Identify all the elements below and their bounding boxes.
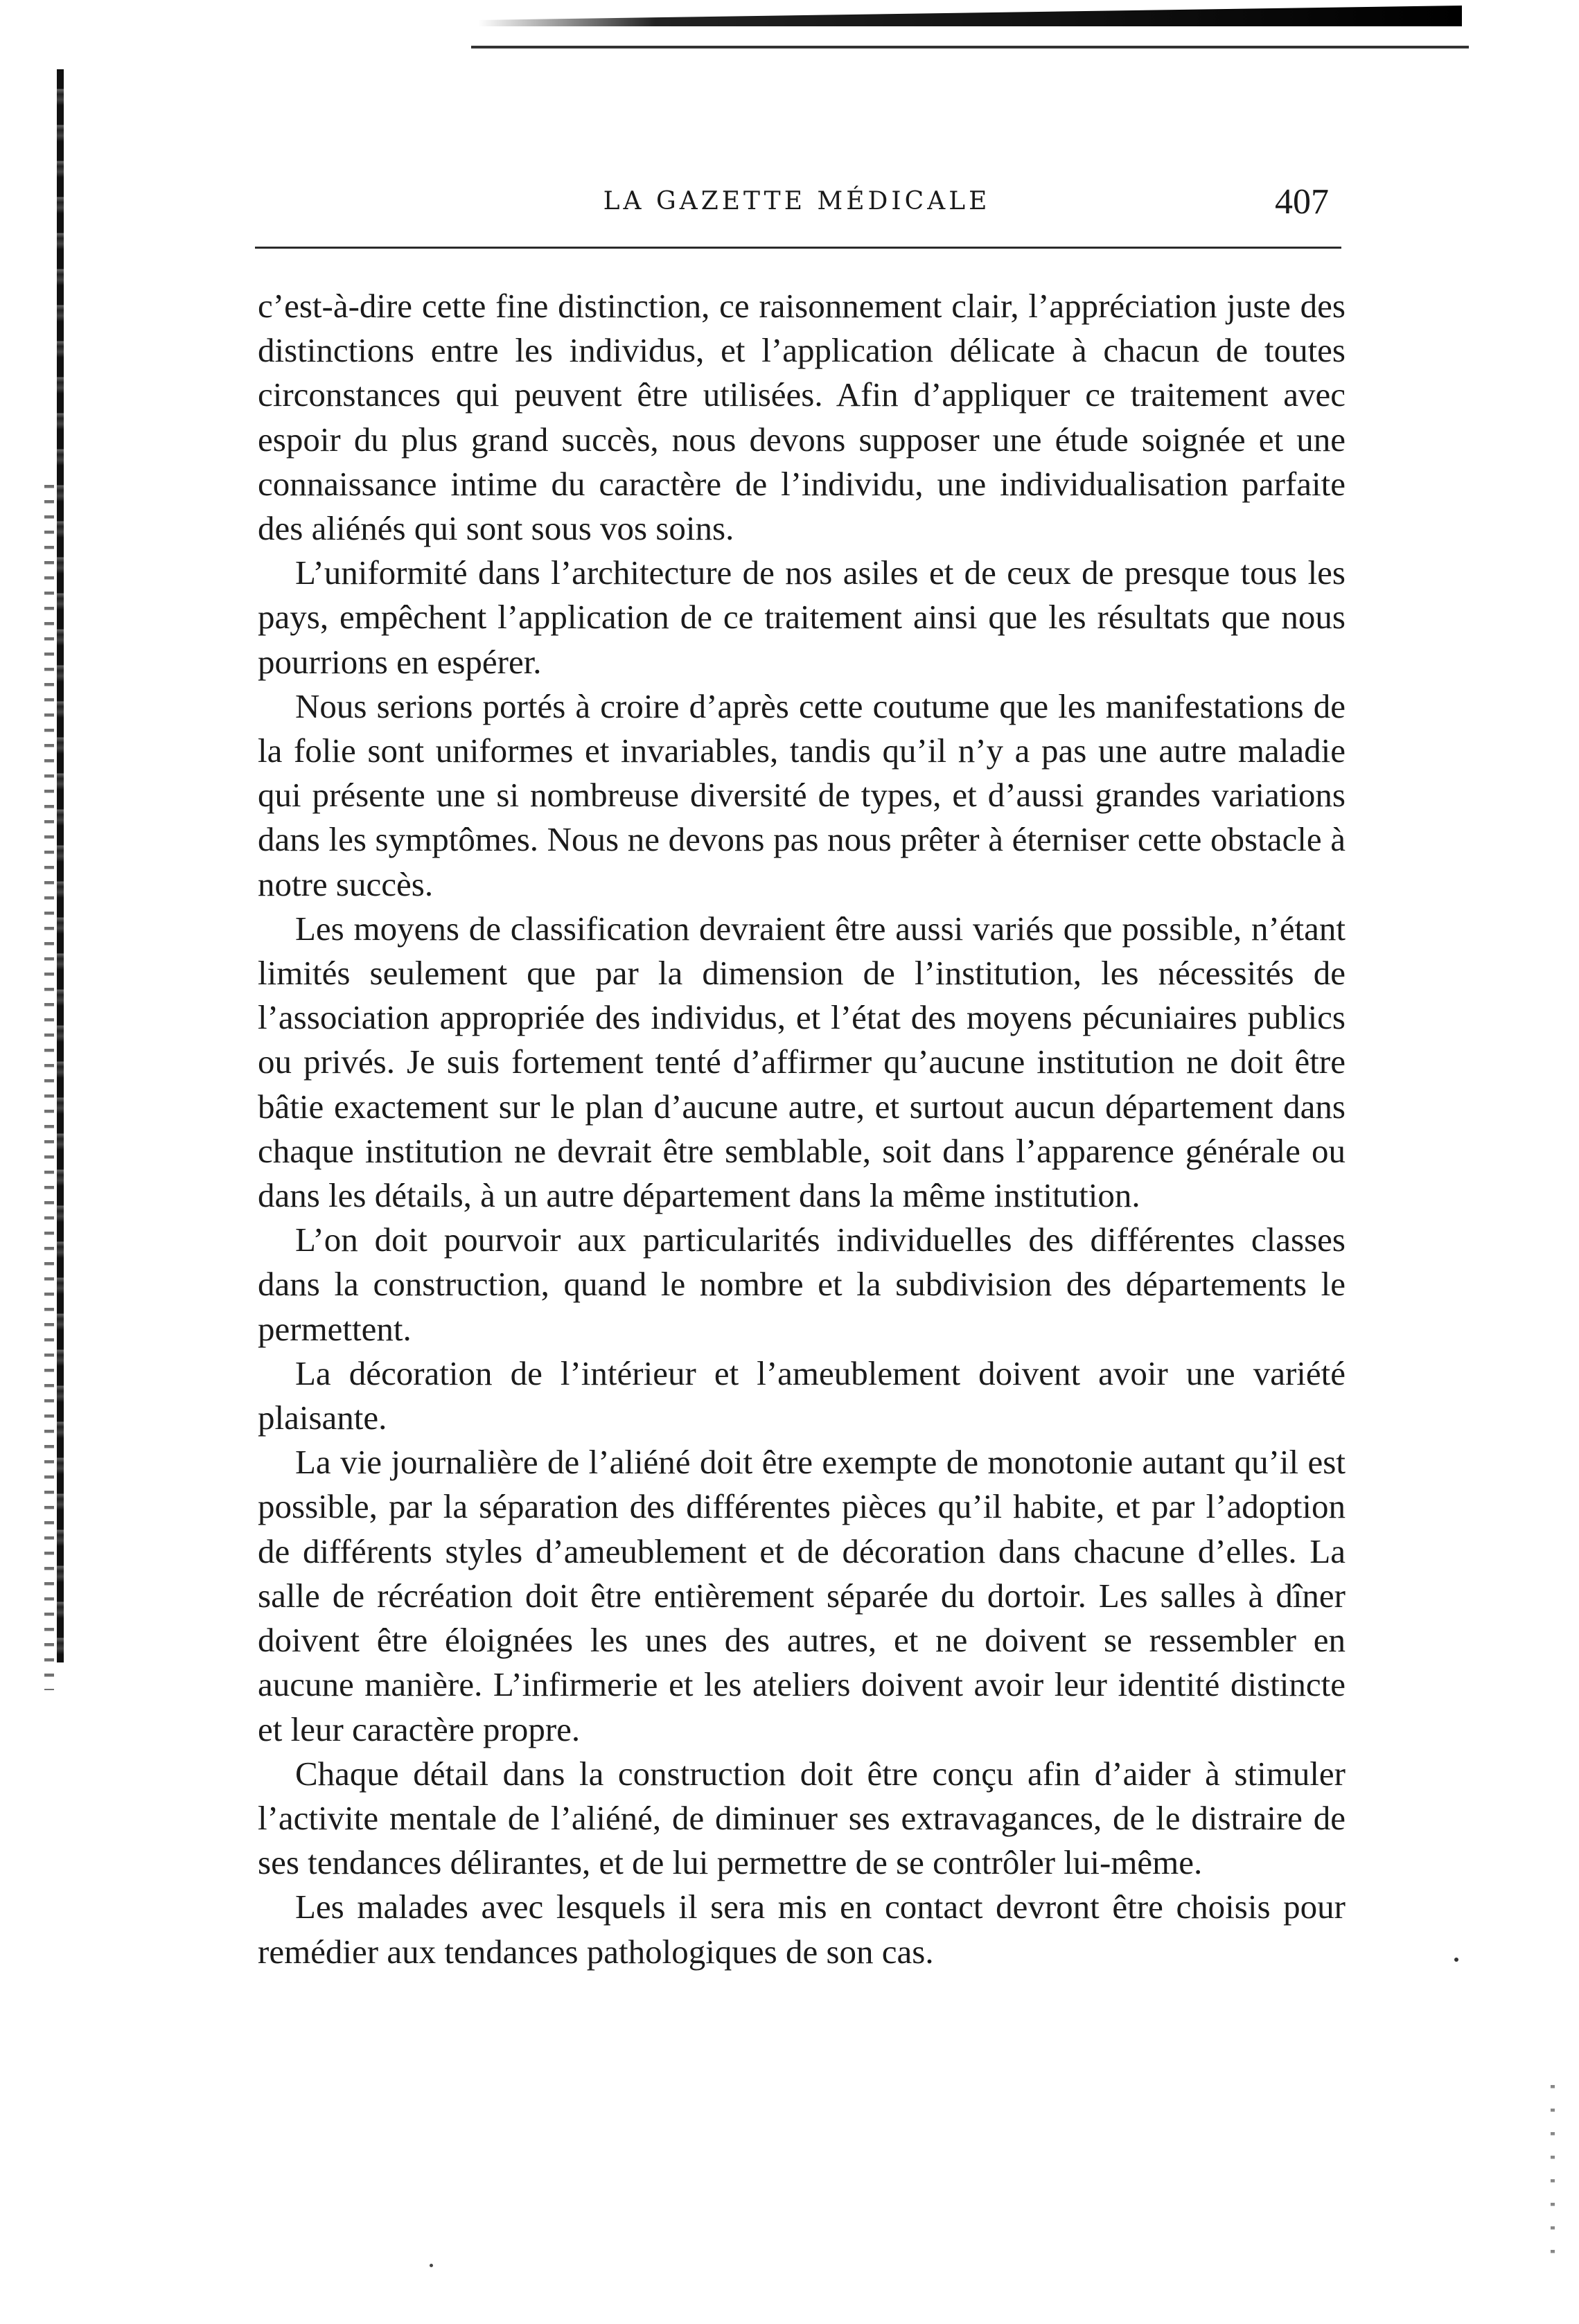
paragraph: La décoration de l’intérieur et l’ameublement doivent avoir une variété plaisante. (258, 1354, 1346, 1437)
body-text (258, 284, 1346, 1974)
page-number: 407 (1275, 182, 1329, 222)
paragraph: Nous serions portés à croire d’après cette coutume que les manifestations de la folie sont uniformes et invariables, tandis qu’il n’y a pas une autre maladie qui présente une si nombreuse diversité de types, et d’aussi grandes variations dans les symptômes. Nous ne devons pas nous prêter à éterniser cette obstacle à notre succès. (258, 686, 1346, 903)
scan-speck (1454, 1958, 1458, 1962)
paragraph: Les malades avec lesquels il sera mis en contact devront être choisis pour remédier aux tendances pathologiques de son cas. (258, 1888, 1346, 1971)
scan-top-bar (478, 6, 1462, 26)
running-title: LA GAZETTE MÉDICALE (603, 187, 991, 215)
scan-speck (430, 2264, 433, 2267)
paragraph: L’uniformité dans l’architecture de nos asiles et de ceux de presque tous les pays, empêchent l’application de ce traitement ainsi que les résultats que nous pourrions en espérer. (258, 553, 1346, 681)
scan-binding-edge (57, 69, 64, 1662)
paragraph: Les moyens de classification devraient être aussi variés que possible, n’étant limités seulement que par la dimension de l’institution, les nécessités de l’association appropriée des individus, et l’état des moyens pécuniaires publics ou privés. Je suis fortement tenté d’affirmer qu’aucune institution ne doit être bâtie exactement sur le plan d’aucune autre, et surtout aucun département dans chaque institution ne devrait être semblable, soit dans l’apparence générale ou dans les détails, à un autre département dans la même institution. (258, 909, 1346, 1215)
paragraph: Chaque détail dans la construction doit être conçu afin d’aider à stimuler l’activite mentale de l’aliéné, de diminuer ses extravagances, de le distraire de ses tendances délirantes, et de lui permettre de se contrôler lui-même. (258, 1754, 1346, 1882)
header-rule (255, 247, 1341, 249)
scan-top-line (471, 46, 1469, 48)
running-head (256, 181, 1337, 230)
paragraph: c’est-à-dire cette fine distinction, ce raisonnement clair, l’appréciation juste des distinctions entre les individus, et l’application délicate à chacun de toutes circonstances qui peuvent être utilisées. Afin d’appliquer ce traitement avec espoir du plus grand succès, nous devons supposer une étude soignée et une connaissance intime du caractère de l’individu, une individualisation parfaite des aliénés qui sont sous vos soins. (258, 287, 1346, 548)
paragraph: La vie journalière de l’aliéné doit être exempte de monotonie autant qu’il est possible, par la séparation des différentes pièces qu’il habite, et par l’adoption de différents styles d’ameublement et de décoration dans chacune d’elles. La salle de récréation doit être entièrement séparée du dortoir. Les salles à dîner doivent être éloignées les unes des autres, et ne doivent se ressembler en aucune manière. L’infirmerie et les ateliers doivent avoir leur identité distincte et leur caractère propre. (258, 1443, 1346, 1748)
scan-margin-dots (1551, 2085, 1555, 2265)
scan-binding-marks (44, 485, 54, 1690)
paragraph: L’on doit pourvoir aux particularités individuelles des différentes classes dans la construction, quand le nombre et la subdivision des départements le permettent. (258, 1221, 1346, 1348)
